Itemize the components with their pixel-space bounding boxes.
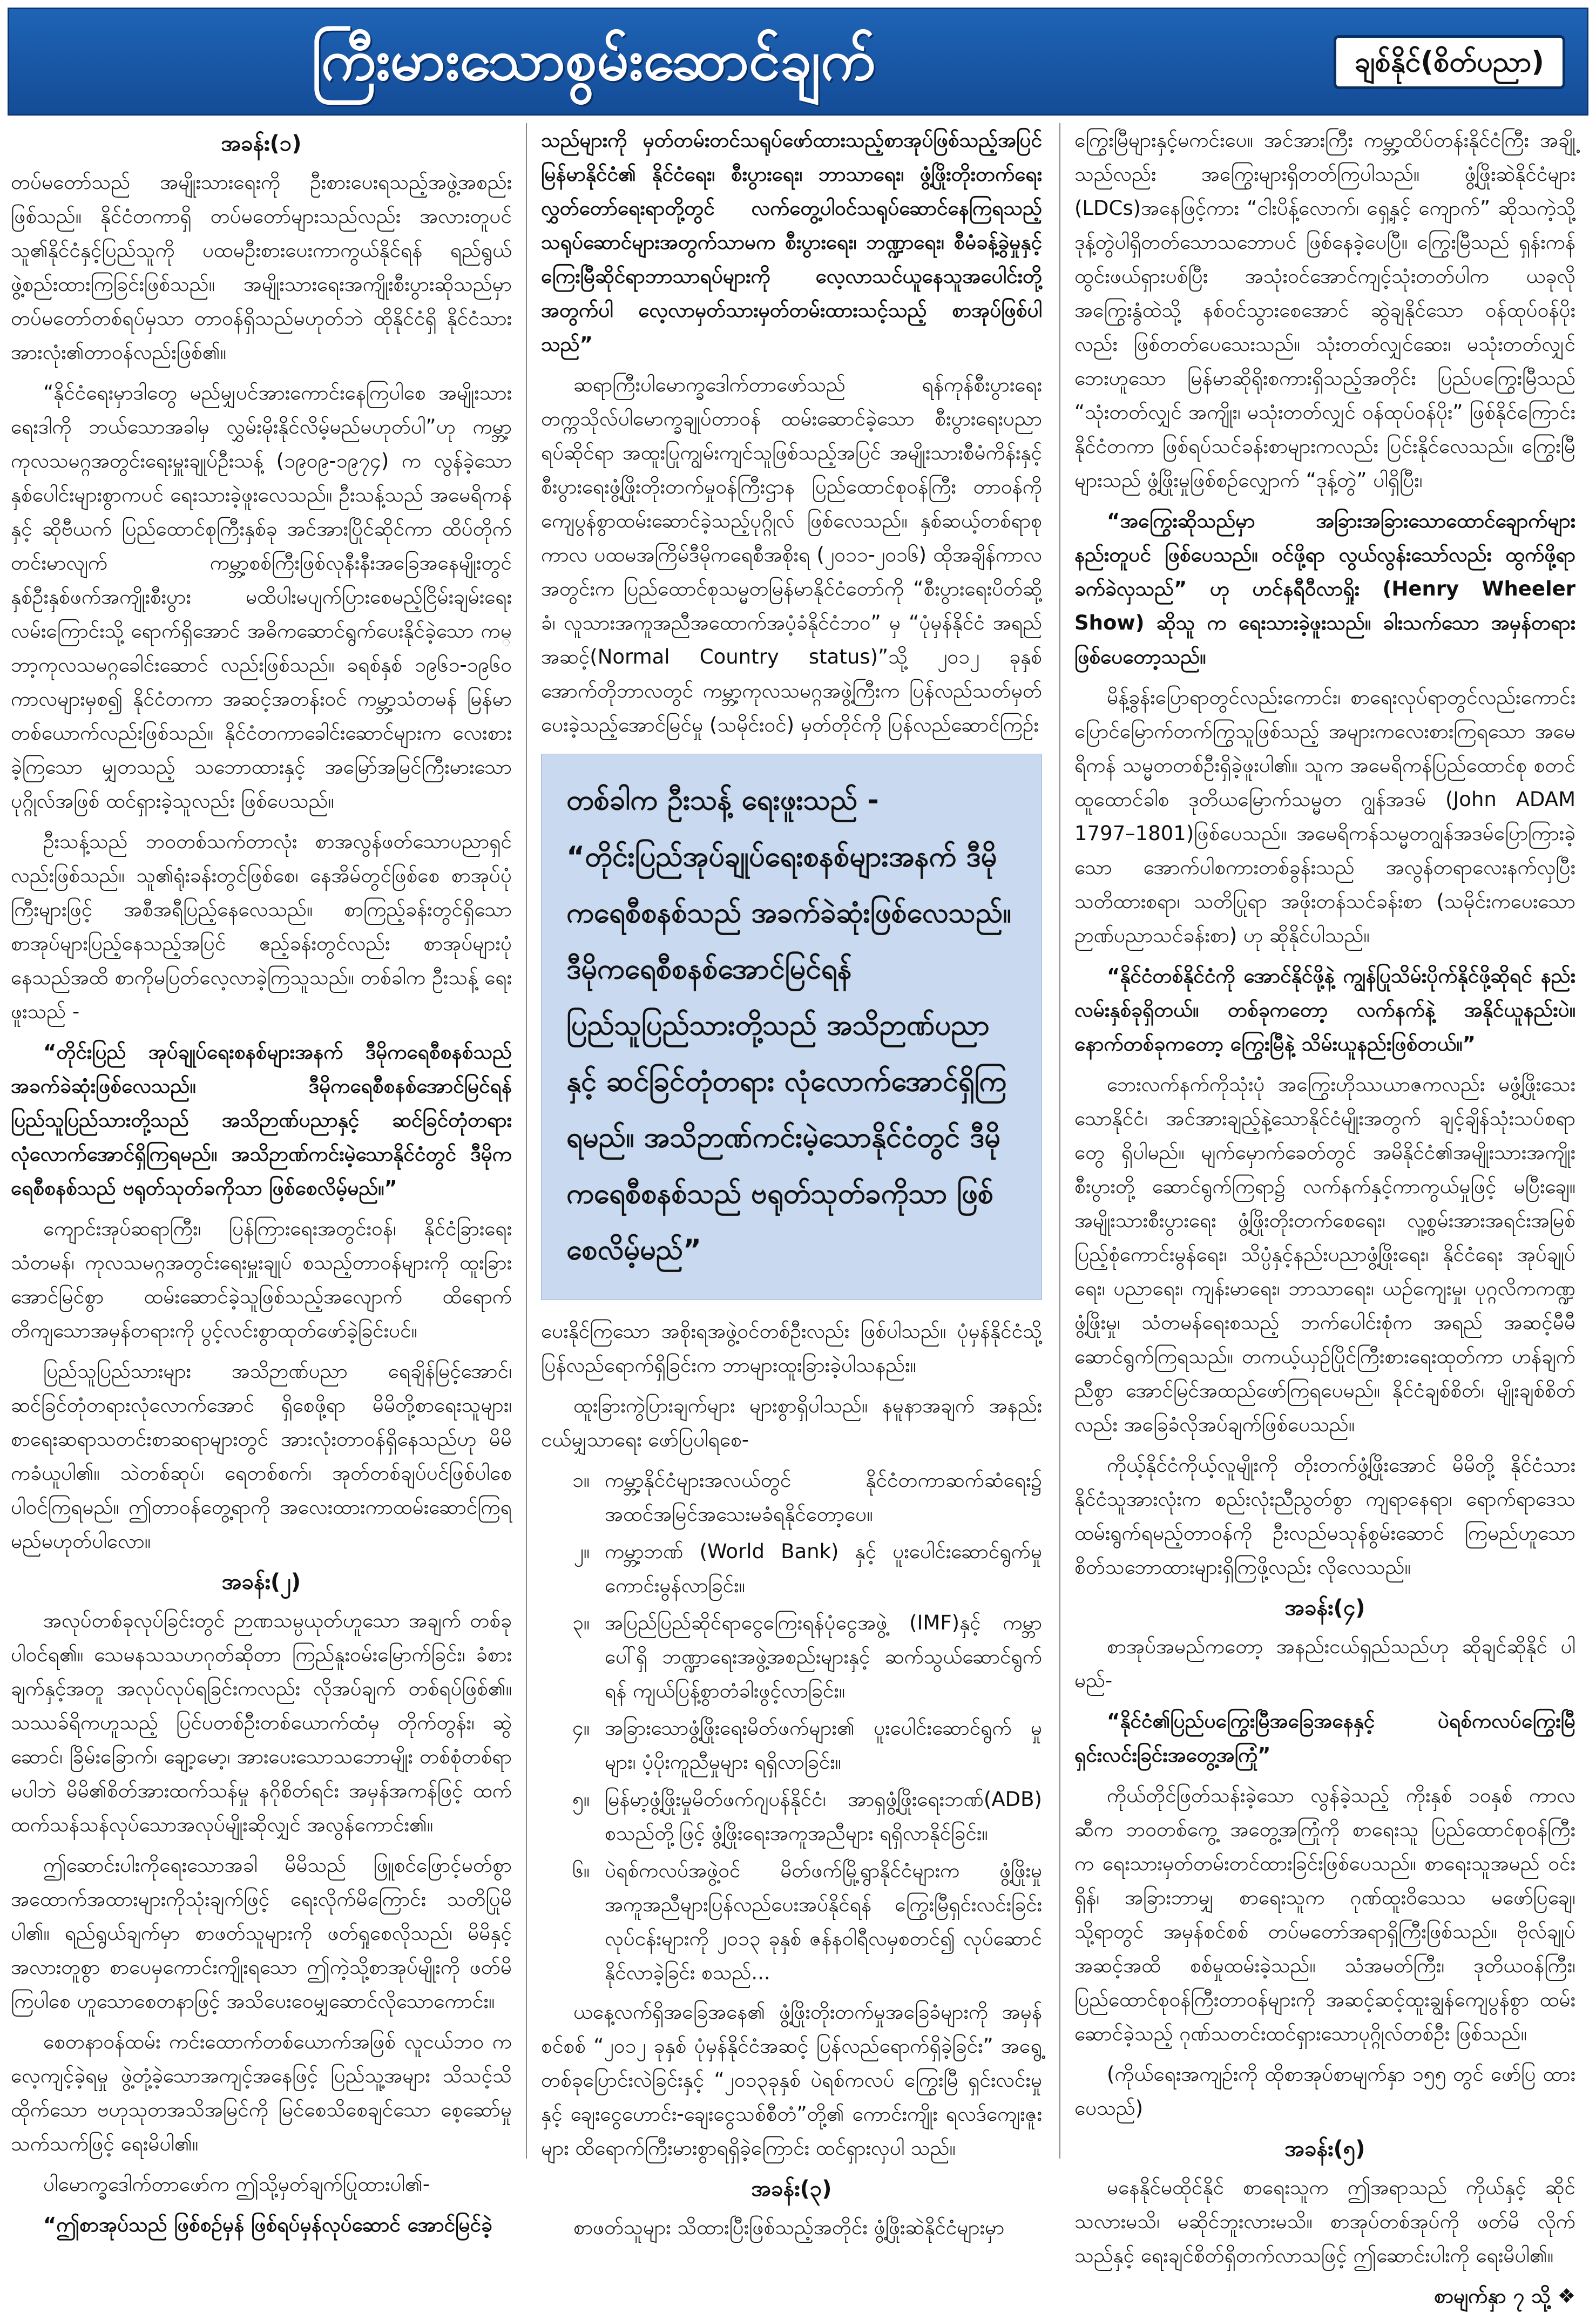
list-number: ၅။ [572, 1788, 590, 1811]
paragraph: တပ်မတော်သည် အမျိုးသားရေးကို ဦးစားပေးရသည့်အဖွဲ့အစည်း ဖြစ်သည်။ နိုင်ငံတကာရှိ တပ်မတော်များသည်လည်း အလားတူပင် သူ၏နိုင်ငံနှင့်ပြည်သူကို ပထမဦးစားပေးကာကွယ်နိုင်ရန် ရည်ရွယ်ဖွဲ့စည်းထားကြခြင်းဖြစ်သည်။ အမျိုးသားရေးအကျိုးစီးပွားဆိုသည်မှာ တပ်မတော်တစ်ရပ်မှသာ တာဝန်ရှိသည်မဟုတ်ဘဲ ထိုနိုင်ငံရှိ နိုင်ငံသားအားလုံး၏တာဝန်လည်းဖြစ်၏။ [11, 171, 512, 364]
column-1 [8, 123, 515, 2236]
list-item [541, 1463, 1042, 1531]
list-item [541, 1711, 1042, 1779]
paragraph: ကိုယ့်နိုင်ငံကိုယ့်လူမျိုးကို တိုးတက်ဖွံ့ဖြိုးအောင် မိမိတို့ နိုင်ငံသား နိုင်ငံသူအားလုံးက စည်းလုံးညီညွတ်စွာ ကျရာနေရာ၊ ရောက်ရာဒေသ ထမ်းရွက်ရမည့်တာဝန်ကို ဦးလည်မသုန်စွမ်းဆောင် ကြမည်ဟူသော စိတ်သဘောထားများရှိကြဖို့လည်း လိုလေသည်။ [1074, 1453, 1575, 1579]
list-item [541, 1782, 1042, 1850]
paragraph: ဘေးလက်နက်ကိုသုံးပုံ အကြွေးဟိုဿယာဇကလည်း မဖွံ့ဖြိုးသေးသောနိုင်ငံ၊ အင်အားချည့်နဲ့သောနိုင်ငံမျိုးအတွက် ချင့်ချိန်သုံးသပ်စရာတွေ ရှိပါမည်။ မျက်မှောက်ခေတ်တွင် အမိနိုင်ငံ၏အမျိုးသားအကျိုး စီးပွားတို့ ဆောင်ရွက်ကြရာ၌ လက်နက်နှင့်ကာကွယ်မှုဖြင့် မပြီးချေ။ အမျိုးသားစီးပွားရေး ဖွံ့ဖြိုးတိုးတက်စေရေး၊ လူ့စွမ်းအားအရင်းအမြစ် ပြည့်စုံကောင်းမွန်ရေး၊ သိပ္ပံနှင့်နည်းပညာဖွံ့ဖြိုးရေး၊ နိုင်ငံရေး အုပ်ချုပ်ရေး၊ ပညာရေး၊ ကျန်းမာရေး၊ ဘာသာရေး၊ ယဉ်ကျေးမှု၊ ပုဂ္ဂလိကကဏ္ဍဖွံ့ဖြိုးမှု၊ သံတမန်ရေးစသည့် ဘက်ပေါင်းစုံက အရည် အဆင့်မီမီဆောင်ရွက်ကြရသည်။ တကယ့်ယှဉ်ပြိုင်ကြီးစားရေးထုတ်ကာ ဟန်ချက်ညီစွာ အောင်မြင်အထည်ဖော်ကြရပေမည်။ နိုင်ငံချစ်စိတ်၊ မျိုးချစ်စိတ်လည်း အခြေခံလိုအပ်ချက်ဖြစ်ပေသည်။ [1074, 1073, 1575, 1436]
pull-quote-text: “တိုင်းပြည်အုပ်ချုပ်ရေးစနစ်များအနက် ဒီမိုကရေစီစနစ်သည် အခက်ခဲဆုံးဖြစ်လေသည်။ ဒီမိုကရေစီစနစ်အောင်မြင်ရန် ပြည်သူပြည်သားတို့သည် အသိဉာဏ်ပညာနှင့် ဆင်ခြင်တုံတရား လုံလောက်အောင်ရှိကြရမည်။ အသိဉာဏ်ကင်းမဲ့သောနိုင်ငံတွင် ဒီမိုကရေစီစနစ်သည် ဗရုတ်သုတ်ခကိုသာ ဖြစ်စေလိမ့်မည်” [566, 841, 1011, 1266]
paragraph: “နိုင်ငံရေးမှာဒါတွေ မည်မျှပင်အားကောင်းနေကြပါစေ အမျိုးသားရေးဒါကို ဘယ်သောအခါမှ လွှမ်းမိုးနိုင်လိမ့်မည်မဟုတ်ပါ”ဟု ကမ္ဘာ့ကုလသမဂ္ဂအတွင်းရေးမှူးချုပ်ဦးသန့် (၁၉၀၉-၁၉၇၄) က လွန်ခဲ့သောနှစ်ပေါင်းများစွာကပင် ရေးသားခဲ့ဖူးလေသည်။ ဦးသန့်သည် အမေရိကန်နှင့် ဆိုဗီယက် ပြည်ထောင်စုကြီးနှစ်ခု အင်အားပြိုင်ဆိုင်ကာ ထိပ်တိုက်တင်းမာလျက် ကမ္ဘာ့စစ်ကြီးဖြစ်လုနီးနီးအခြေအနေမျိုးတွင် နှစ်ဦးနှစ်ဖက်အကျိုးစီးပွား မထိပါးမပျက်ပြားစေမည့်ငြိမ်းချမ်းရေးလမ်းကြောင်းသို့ ရောက်ရှိအောင် အဓိကဆောင်ရွက်ပေးနိုင်ခဲ့သော ကမ္ဘာ့ကုလသမဂ္ဂခေါင်းဆောင် လည်းဖြစ်သည်။ ခရစ်နှစ် ၁၉၆၁-၁၉၆၀ ကာလများမှစ၍ နိုင်ငံတကာ အဆင့်အတန်းဝင် ကမ္ဘာ့သံတမန် မြန်မာတစ်ယောက်လည်းဖြစ်သည်။ နိုင်ငံတကာခေါင်းဆောင်များက လေးစားခဲ့ကြသော မျှတသည့် သဘောထားနှင့် အမြော်အမြင်ကြီးမားသောပုဂ္ဂိုလ်အဖြစ် ထင်ရှားခဲ့သူလည်း ဖြစ်ပေသည်။ [11, 381, 512, 813]
list-item [541, 1854, 1042, 1990]
column-2 [538, 123, 1045, 2239]
list-item [541, 1606, 1042, 1708]
column-divider [1059, 123, 1060, 2159]
list-text: အပြည်ပြည်ဆိုင်ရာငွေကြေးရန်ပုံငွေအဖွဲ့ (IMF)နှင့် ကမ္ဘာ ပေါ်ရှိ ဘဏ္ဍာရေးအဖွဲ့အစည်းများနှင့် ဆက်သွယ်ဆောင်ရွက် ရန် ကျယ်ပြန့်စွာတံခါးဖွင့်လာခြင်း။ [605, 1611, 1042, 1702]
article-header-banner [8, 8, 1588, 116]
section-heading: အခန်း(၄) [1284, 1595, 1365, 1620]
author-byline: ချစ်နိုင်(စိတ်ပညာ) [1334, 35, 1565, 89]
paragraph: ပေးနိုင်ကြသော အစိုးရအဖွဲ့ဝင်တစ်ဦးလည်း ဖြစ်ပါသည်။ ပုံမှန်နိုင်ငံသို့ ပြန်လည်ရောက်ရှိခြင်းက ဘာများထူးခြားခဲ့ပါသနည်း။ [541, 1320, 1042, 1377]
numbered-list [541, 1463, 1042, 1990]
paragraph: ပြည်သူပြည်သားများ အသိဉာဏ်ပညာ ရေချိန်မြင့်အောင်၊ ဆင်ခြင်တုံတရားလုံလောက်အောင် ရှိစေဖို့ရာ မိမိတို့စာရေးသူများ၊ စာရေးဆရာသတင်းစာဆရာများတွင် အားလုံးတာဝန်ရှိနေသည်ဟု မိမိကခံယူပါ၏။ သဲတစ်ဆုပ်၊ ရေတစ်စက်၊ အုတ်တစ်ချပ်ပင်ဖြစ်ပါစေ ပါဝင်ကြရမည်။ ဤတာဝန်တွေ့ရာကို အလေးထားကာထမ်းဆောင်ကြရမည်မဟုတ်ပါလော။ [11, 1360, 512, 1553]
paragraph: ကြွေးမြီများနှင့်မကင်းပေ။ အင်အားကြီး ကမ္ဘာ့ထိပ်တန်းနိုင်ငံကြီး အချို့သည်လည်း အကြွေးများရှိတတ်ကြပါသည်။ ဖွံ့ဖြိုးဆဲနိုင်ငံများ (LDCs)အနေဖြင့်ကား “ငါးပိန့်လောက်၊ ရှေ့နှင့် ကျောက်” ဆိုသကဲ့သို့ ဒုန့်တွဲပါရှိတတ်သောသဘောပင် ဖြစ်နေခဲ့ပေပြီ။ ကြွေးမြီသည် ရှန်းကန်ထွင်းဖယ်ရှားပစ်ပြီး အသုံးဝင်အောင်ကျင့်သုံးတတ်ပါက ယခုလို အကြွေးနွံထဲသို့ နစ်ဝင်သွားစေအောင် ဆွဲချနိုင်သော ဝန်ထုပ်ဝန်ပိုး လည်း ဖြစ်တတ်ပေသေးသည်။ သုံးတတ်လျှင်ဆေး၊ မသုံးတတ်လျှင် ဘေးဟူသော မြန်မာဆိုရိုးစကားရှိသည့်အတိုင်း ပြည်ပကြွေးမြီသည် “သုံးတတ်လျှင် အကျိုး၊ မသုံးတတ်လျှင် ဝန်ထုပ်ဝန်ပိုး” ဖြစ်နိုင်ကြောင်း နိုင်ငံတကာ ဖြစ်ရပ်သင်ခန်းစာများကလည်း ပြင်းနိုင်လေသည်။ ကြွေးမြီများသည် ဖွံ့ဖြိုးမှုဖြစ်စဉ်လျှောက် “ဒုန့်တွဲ” ပါရှိပြီး၊ [1074, 128, 1575, 492]
paragraph: ကိုယ်တိုင်ဖြတ်သန်းခဲ့သော လွန်ခဲ့သည့် ကိုးနှစ် ၁၀နှစ် ကာလ ဆီက ဘဝတစ်ကွေ့ အတွေ့အကြုံကို စာရေးသူ ပြည်ထောင်စုဝန်ကြီး က ရေးသားမှတ်တမ်းတင်ထားခြင်းဖြစ်ပေသည်။ စာရေးသူအမည် ဝင်းရှိန်၊ အခြားဘာမျှ စာရေးသူက ဂုဏ်ထူးဝိသေသ မဖော်ပြချေ၊ သို့ရာတွင် အမှန်စင်စစ် တပ်မတော်အရာရှိကြီးဖြစ်သည်။ ဗိုလ်ချုပ် အဆင့်အထိ စစ်မှုထမ်းခဲ့သည်။ သံအမတ်ကြီး၊ ဒုတိယဝန်ကြီး၊ ပြည်ထောင်စုဝန်ကြီးတာဝန်များကို အဆင့်ဆင့်ထူးချွန်ကျေပွန်စွာ ထမ်းဆောင်ခဲ့သည့် ဂုဏ်သတင်းထင်ရှားသောပုဂ္ဂိုလ်တစ်ဦး ဖြစ်သည်။ [1074, 1784, 1575, 2045]
list-text: ပဲရစ်ကလပ်အဖွဲ့ဝင် မိတ်ဖက်မြို့ရွာနိုင်ငံများက ဖွံ့ဖြိုးမှု အကူအညီများပြန်လည်ပေးအပ်နိုင်ရန် ကြွေးမြီရှင်းလင်းခြင်း လုပ်ငန်းများကို ၂၀၁၃ ခုနှစ် ဇန်နဝါရီလမှစတင်၍ လုပ်ဆောင်နိုင်လာခဲ့ခြင်း စသည်... [605, 1859, 1042, 1984]
paragraph: စာအုပ်အမည်ကတော့ အနည်းငယ်ရှည်သည်ဟု ဆိုချင်ဆိုနိုင် ပါမည်- [1074, 1635, 1575, 1692]
list-text: ကမ္ဘာ့ဘဏ် (World Bank) နှင့် ပူးပေါင်းဆောင်ရွက်မှု ကောင်းမွန်လာခြင်း။ [605, 1540, 1042, 1597]
pull-quote-box [541, 754, 1042, 1300]
continued-on-page-link[interactable]: စာမျက်နှာ ၇ သို့ ❖ [1434, 2284, 1575, 2308]
paragraph: မိန့်ခွန်းပြောရာတွင်လည်းကောင်း၊ စာရေးလုပ်ရာတွင်လည်းကောင်း ပြောင်မြောက်တက်ကြွသူဖြစ်သည့် အများကလေးစားကြရသော အမေရိကန် သမ္မတတစ်ဦးရှိခဲ့ဖူးပါ၏။ သူက အမေရိကန်ပြည်ထောင်စု စတင် ထူထောင်ခါစ ဒုတိယမြောက်သမ္မတ ဂျွန်အဒမ် (John ADAM 1797–1801)ဖြစ်ပေသည်။ အမေရိကန်သမ္မတဂျွန်အဒမ်ပြောကြားခဲ့သော အောက်ပါစကားတစ်ခွန်းသည် အလွန်တရာလေးနက်လှပြီး သတိထားစရာ၊ သတိပြုရာ အဖိုးတန်သင်ခန်းစာ (သမိုင်းကပေးသော ဉာဏ်ပညာသင်ခန်းစာ) ဟု ဆိုနိုင်ပါသည်။ [1074, 686, 1575, 947]
article-columns [8, 123, 1588, 2308]
bold-quote: “နိုင်ငံတစ်နိုင်ငံကို အောင်နိုင်ဖို့နဲ့ ကျွန်ပြုသိမ်းပိုက်နိုင်ဖို့ဆိုရင် နည်းလမ်းနှစ်ခုရှိတယ်။ တစ်ခုကတော့ လက်နက်နဲ့ အနိုင်ယူနည်းပဲ။ နောက်တစ်ခုကတော့ ကြွေးမြီနဲ့ သိမ်းယူနည်းဖြစ်တယ်။” [1074, 964, 1575, 1056]
paragraph: အလုပ်တစ်ခုလုပ်ခြင်းတွင် ဉာဏသမ္ပယုတ်ဟူသော အချက် တစ်ခုပါဝင်ရ၏။ သေမနသသဟဂုတ်ဆိုတာ ကြည်နူးဝမ်းမြောက်ခြင်း၊ ခံစားချက်နှင့်အတူ အလုပ်လုပ်ရခြင်းကလည်း လိုအပ်ချက် တစ်ရပ်ဖြစ်၏။ သဿခ်ရိကဟူသည့် ပြင်ပတစ်ဦးတစ်ယောက်ထံမှ တိုက်တွန်း၊ ဆွဲဆောင်၊ ခြိမ်းခြောက်၊ ချော့မော့၊ အားပေးသောသဘောမျိုး တစ်စုံတစ်ရာမပါဘဲ မိမိ၏စိတ်အားထက်သန်မှု နဂိုစိတ်ရင်း အမှန်အကန်ဖြင့် ထက်ထက်သန်သန်လုပ်သောအလုပ်မျိုးဆိုလျှင် အလွန်ကောင်း၏။ [11, 1609, 512, 1836]
paragraph: ဆရာကြီးပါမောက္ခဒေါက်တာဖော်သည် ရန်ကုန်စီးပွားရေး တက္ကသိုလ်ပါမောက္ခချုပ်တာဝန် ထမ်းဆောင်ခဲ့သော စီးပွားရေးပညာ ရပ်ဆိုင်ရာ အထူးပြုကျွမ်းကျင်သူဖြစ်သည့်အပြင် အမျိုးသားစီမံကိန်းနှင့် စီးပွားရေးဖွံ့ဖြိုးတိုးတက်မှုဝန်ကြီးဌာန ပြည်ထောင်စုဝန်ကြီး တာဝန်ကို ကျေပွန်စွာထမ်းဆောင်ခဲ့သည့်ပုဂ္ဂိုလ် ဖြစ်လေသည်။ နှစ်ဆယ့်တစ်ရာစုကာလ ပထမအကြိမ်ဒီမိုကရေစီအစိုးရ (၂၀၁၁-၂၀၁၆) ထိုအချိန်ကာလအတွင်းက ပြည်ထောင်စုသမ္မတမြန်မာနိုင်ငံတော်ကို “စီးပွားရေးပိတ်ဆို့ခံ၊ လူသားအကူအညီအထောက်အပံ့ခံနိုင်ငံဘဝ” မှ “ပုံမှန်နိုင်ငံ အရည်အဆင့်(Normal Country status)”သို့ ၂၀၁၂ ခုနှစ် အောက်တိုဘာလတွင် ကမ္ဘာ့ကုလသမဂ္ဂအဖွဲ့ကြီးက ပြန်လည်သတ်မှတ် ပေးခဲ့သည့်အောင်မြင်မှု (သမိုင်းဝင်) မှတ်တိုင်ကို ပြန်လည်ဆောင်ကြဉ်း [541, 373, 1042, 736]
list-number: ၄။ [572, 1716, 590, 1740]
column-3 [1071, 123, 1579, 2308]
section-heading: အခန်း(၂) [221, 1570, 301, 1594]
paragraph: ယနေ့လက်ရှိအခြေအနေ၏ ဖွံ့ဖြိုးတိုးတက်မှုအခြေခံများကို အမှန်စင်စစ် “၂၀၁၂ ခုနှစ် ပုံမှန်နိုင်ငံအဆင့် ပြန်လည်ရောက်ရှိခဲ့ခြင်း” အရွေ့တစ်ခုပြောင်းလဲခြင်းနှင့် “၂၀၁၃ခုနှစ် ပဲရစ်ကလပ် ကြွေးမြီ ရှင်းလင်းမှုနှင့် ချေးငွေဟောင်း-ချေးငွေသစ်စီတံ”တို့၏ ကောင်းကျိုး ရလဒ်ကျေးဇူးများ ထိရောက်ကြီးမားစွာရရှိခဲ့ကြောင်း ထင်ရှားလှပါ သည်။ [541, 2000, 1042, 2160]
paragraph: ဤဆောင်းပါးကိုရေးသောအခါ မိမိသည် ဖြူစင်ဖြောင့်မတ်စွာ အထောက်အထားများကိုသုံးချက်ဖြင့် ရေးလိုက်မိကြောင်း သတိပြုမိပါ၏။ ရည်ရွယ်ချက်မှာ စာဖတ်သူများကို ဖတ်ရှုစေလိုသည်၊ မိမိနှင့်အလားတူစွာ စာပေမှကောင်းကျိုးရသော ဤကဲ့သို့စာအုပ်မျိုးကို ဖတ်မိကြပါစေ ဟူသောစေတနာဖြင့် အသိပေးဝေမျှဆောင်လိုသောကောင်း။ [11, 1854, 512, 2013]
list-text: အခြားသောဖွံ့ဖြိုးရေးမိတ်ဖက်များ၏ ပူးပေါင်းဆောင်ရွက် မှုများ၊ ပံ့ပိုးကူညီမှုများ ရရှိလာခြင်း။ [605, 1716, 1042, 1774]
bold-quote: “တိုင်းပြည် အုပ်ချုပ်ရေးစနစ်များအနက် ဒီမိုကရေစီစနစ်သည် အခက်ခဲဆုံးဖြစ်လေသည်။ ဒီမိုကရေစီစနစ်အောင်မြင်ရန် ပြည်သူပြည်သားတို့သည် အသိဉာဏ်ပညာနှင့် ဆင်ခြင်တုံတရား လုံလောက်အောင်ရှိကြရမည်။ အသိဉာဏ်ကင်းမဲ့သောနိုင်ငံတွင် ဒီမိုကရေစီစနစ်သည် ဗရုတ်သုတ်ခကိုသာ ဖြစ်စေလိမ့်မည်။” [11, 1040, 512, 1200]
paragraph: စေတနာဝန်ထမ်း ကင်းထောက်တစ်ယောက်အဖြစ် လူငယ်ဘဝ က လေ့ကျင့်ခဲ့ရမှု ဖွဲ့တုံ့ခဲ့သောအကျင့်အနေဖြင့် ပြည်သူ့အများ သိသင့်သိထိုက်သော ဗဟုသုတအသိအမြင်ကို မြင်စေသိစေချင်သော စေ့ဆော်မှုသက်သက်ဖြင့် ရေးမိပါ၏။ [11, 2030, 512, 2155]
bold-quote: “နိုင်ငံ၏ပြည်ပကြွေးမြီအခြေအနေနှင့် ပဲရစ်ကလပ်ကြွေးမြီ ရှင်းလင်းခြင်းအတွေ့အကြုံ” [1074, 1709, 1575, 1767]
list-item [541, 1534, 1042, 1602]
list-number: ၆။ [572, 1859, 590, 1882]
paragraph: (ကိုယ်ရေးအကျဉ်းကို ထိုစာအုပ်စာမျက်နှာ ၁၅၅ တွင် ဖော်ပြ ထားပေသည်) [1074, 2062, 1575, 2120]
bold-quote: “အကြွေးဆိုသည်မှာ အခြားအခြားသောထောင်ချောက်များ နည်းတူပင် ဖြစ်ပေသည်။ ဝင်ဖို့ရာ လွယ်လွန်းသော်လည်း ထွက်ဖို့ရာ ခက်ခဲလှသည်” ဟု ဟင်နရီဝီလာရှိုး (Henry Wheeler Show) ဆိုသူ က ရေးသားခဲ့ဖူးသည်။ ခါးသက်သော အမှန်တရားဖြစ်ပေတော့သည်။ [1074, 509, 1575, 668]
bold-quote: သည်များကို မှတ်တမ်းတင်သရုပ်ဖော်ထားသည့်စာအုပ်ဖြစ်သည့်အပြင် မြန်မာနိုင်ငံ၏ နိုင်ငံရေး၊ စီးပွားရေး၊ ဘာသာရေး၊ ဖွံ့ဖြိုးတိုးတက်ရေး လွှတ်တော်ရေးရာတို့တွင် လက်တွေ့ပါဝင်သရုပ်ဆောင်နေကြရသည့် သရုပ်ဆောင်များအတွက်သာမက စီးပွားရေး၊ ဘဏ္ဍာရေး၊ စီမံခန့်ခွဲမှုနှင့် ကြေးမြီဆိုင်ရာဘာသာရပ်များကို လေ့လာသင်ယူနေသူအပေါင်းတို့ အတွက်ပါ လေ့လာမှတ်သားမှတ်တမ်းထားသင့်သည့် စာအုပ်ဖြစ်ပါ သည်” [541, 128, 1042, 356]
section-heading: အခန်း(၁) [221, 131, 302, 156]
list-text: မြန်မာ့ဖွံ့ဖြိုးမှုမိတ်ဖက်ဂျပန်နိုင်ငံ၊ အာရှဖွံ့ဖြိုးရေးဘဏ်(ADB) စသည်တို့ဖြင့် ဖွံ့ဖြိုးရေးအကူအညီများ ရရှိလာနိုင်ခြင်း။ [605, 1788, 1042, 1845]
paragraph: ထူးခြားကွဲပြားချက်များ များစွာရှိပါသည်။ နမူနာအချက် အနည်း ငယ်မျှသာရေး ဖော်ပြပါရစေ- [541, 1394, 1042, 1451]
paragraph: မနေနိုင်မထိုင်နိုင် စာရေးသူက ဤအရာသည် ကိုယ်နှင့် ဆိုင်သလားမသိ၊ မဆိုင်ဘူးလားမသိ။ စာအုပ်တစ်အုပ်ကို ဖတ်မိ လိုက်သည်နှင့် ရေးချင်စိတ်ရှိတက်လာသဖြင့် ဤဆောင်းပါးကို ရေးမိပါ၏။ [1074, 2176, 1575, 2267]
paragraph: ဦးသန့်သည် ဘဝတစ်သက်တာလုံး စာအလွန်ဖတ်သောပညာရှင် လည်းဖြစ်သည်။ သူ၏ရုံးခန်းတွင်ဖြစ်စေ၊ နေအိမ်တွင်ဖြစ်စေ စာအုပ်ပုံကြီးများဖြင့် အစီအရီပြည့်နေလေသည်။ စာကြည့်ခန်းတွင်ရှိသော စာအုပ်များပြည့်နေသည့်အပြင် ဧည့်ခန်းတွင်လည်း စာအုပ်များပုံနေသည်အထိ စာကိုမပြတ်လေ့လာခဲ့ကြသူသည်။ တစ်ခါက ဦးသန့် ရေးဖူးသည် - [11, 830, 512, 1023]
list-number: ၂။ [573, 1540, 590, 1563]
paragraph: ပါမောက္ခဒေါက်တာဖော်က ဤသို့မှတ်ချက်ပြုထားပါ၏- [43, 2173, 430, 2196]
bold-quote: “ဤစာအုပ်သည် ဖြစ်စဉ်မှန် ဖြစ်ရပ်မှန်လုပ်ဆောင် အောင်မြင်ခဲ့ [43, 2213, 492, 2236]
paragraph: စာဖတ်သူများ သိထားပြီးဖြစ်သည့်အတိုင်း ဖွံ့ဖြိုးဆဲနိုင်ငံများမှာ [573, 2216, 1005, 2239]
list-number: ၃။ [572, 1611, 590, 1634]
pull-quote-lead: တစ်ခါက ဦးသန့် ရေးဖူးသည် - [566, 784, 879, 816]
column-divider [526, 123, 527, 2159]
section-heading: အခန်း(၅) [1284, 2136, 1365, 2161]
article-title: ကြီးမားသောစွမ်းဆောင်ချက် [312, 27, 876, 93]
list-number: ၁။ [572, 1469, 590, 1492]
list-text: ကမ္ဘာ့နိုင်ငံများအလယ်တွင် နိုင်ငံတကာဆက်ဆံရေး၌ အထင်အမြင်အသေးမခံရနိုင်တော့ပေ။ [605, 1469, 1042, 1526]
paragraph: ကျောင်းအုပ်ဆရာကြီး၊ ပြန်ကြားရေးအတွင်းဝန်၊ နိုင်ငံခြားရေး သံတမန်၊ ကုလသမဂ္ဂအတွင်းရေးမှူးချုပ် စသည့်တာဝန်များကို ထူးခြားအောင်မြင်စွာ ထမ်းဆောင်ခဲ့သူဖြစ်သည့်အလျောက် ထိရောက် တိကျသောအမှန်တရားကို ပွင့်လင်းစွာထုတ်ဖော်ခဲ့ခြင်းပင်။ [11, 1217, 512, 1342]
section-heading: အခန်း(၃) [751, 2176, 832, 2201]
